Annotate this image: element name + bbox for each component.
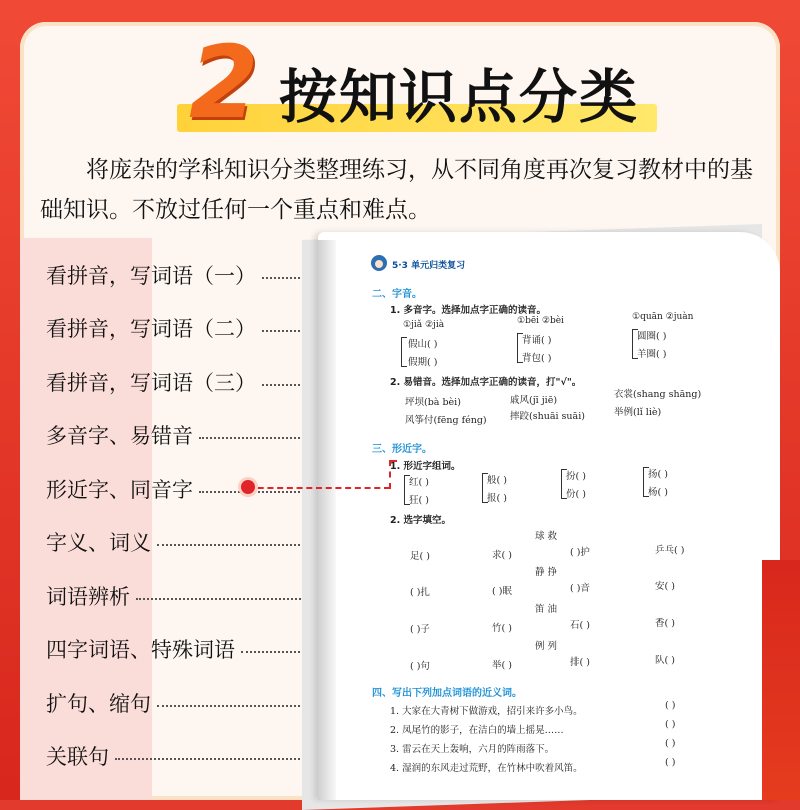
book-question: 2. 易错音。选择加点字正确的读音，打"√"。: [390, 377, 582, 388]
book-word: 报( ): [487, 493, 507, 504]
list-item: [46, 730, 316, 784]
book-sentence: 4. 湿润的东风走过荒野，在竹林中吹着风笛。: [390, 763, 583, 774]
book-choice-pair: 静 挣: [535, 567, 558, 578]
section-number: 2: [189, 24, 259, 141]
dotted-leader: [157, 544, 316, 546]
dotted-leader: [136, 598, 316, 600]
book-word: 背包( ): [522, 353, 552, 364]
answer-blank: ( ): [665, 700, 676, 711]
book-question: 2. 选字填空。: [390, 515, 452, 526]
book-word: 举( ): [492, 660, 512, 671]
frame-edge: [762, 560, 800, 800]
list-item-label: 看拼音，写词语（三）: [46, 370, 256, 395]
book-option: ①quān ②juàn: [632, 312, 694, 322]
book-word: 足( ): [410, 551, 430, 562]
book-word: 杨( ): [648, 487, 668, 498]
book-word: 假期( ): [408, 357, 438, 368]
answer-blank: ( ): [665, 719, 676, 730]
pointer-line: [248, 487, 390, 489]
book-word: 红( ): [409, 477, 429, 488]
book-word: 戚风(jī jiē): [510, 395, 558, 406]
book-sentence: 3. 雷云在天上轰响，六月的阵雨落下。: [390, 744, 555, 755]
list-item: [46, 248, 316, 302]
book-word: ( )扎: [410, 587, 430, 598]
section-heading: 按知识点分类: [279, 63, 640, 131]
list-item-label: 扩句、缩句: [46, 691, 151, 716]
book-word: 般( ): [487, 475, 507, 486]
list-item: [46, 355, 316, 409]
list-item-label: 关联句: [46, 745, 109, 770]
book-sentence: 1. 大家在大青树下做游戏，招引来许多小鸟。: [390, 706, 583, 717]
list-item-label: 多音字、易错音: [46, 424, 193, 449]
book-question: 1. 形近字组词。: [390, 461, 461, 472]
list-item-label: 字义、词义: [46, 531, 151, 556]
list-item-label: 四字词语、特殊词语: [46, 638, 235, 663]
book-section-heading: 三、形近字。: [372, 444, 432, 455]
book-sentence: 2. 凤尾竹的影子，在洁白的墙上摇晃……: [390, 725, 564, 736]
book-choice-pair: 例 列: [535, 641, 558, 652]
book-word: 圆圈( ): [637, 331, 667, 342]
book-word: 假山( ): [408, 339, 438, 350]
dotted-leader: [157, 705, 316, 707]
book-section-heading: 二、字音。: [372, 289, 422, 300]
book-word: 香( ): [655, 618, 675, 629]
book-option: ①bēi ②bèi: [517, 316, 564, 326]
book-word: 求( ): [492, 550, 512, 561]
book-word: 狂( ): [409, 495, 429, 506]
book-section-heading: 四、写出下列加点词语的近义词。: [372, 688, 522, 699]
book-word: ( )子: [410, 624, 430, 635]
book-word: 摔跤(shuāi suāi): [510, 411, 585, 422]
list-item-label: 形近字、同音字: [46, 477, 193, 502]
book-word: 羊圈( ): [637, 349, 667, 360]
book-word: 风筝付(fēng féng): [405, 415, 487, 426]
book-word: ( )句: [410, 661, 430, 672]
pointer-line-end: [389, 460, 397, 462]
book-word: 石( ): [570, 620, 590, 631]
dotted-leader: [199, 437, 316, 439]
book-word: 排( ): [570, 657, 590, 668]
book-word: 队( ): [655, 655, 675, 666]
book-option: ①jiǎ ②jià: [403, 320, 445, 330]
book-word: 衣裳(shang shāng): [614, 389, 702, 400]
book-word: 份( ): [566, 489, 586, 500]
book-choice-pair: 笛 油: [535, 604, 558, 615]
section-title: [175, 24, 655, 141]
list-item-label: 看拼音，写词语（一）: [46, 263, 256, 288]
brace: [401, 337, 407, 367]
book-word: 扮( ): [566, 471, 586, 482]
list-item-label: 词语辨析: [46, 584, 130, 609]
answer-blank: ( ): [665, 738, 676, 749]
book-word: ( )音: [570, 583, 590, 594]
book-word: 背诵( ): [522, 335, 552, 346]
pointer-line-vertical: [389, 460, 391, 489]
book-word: ( )护: [570, 547, 590, 558]
book-spine: [318, 240, 336, 800]
list-item: [46, 676, 316, 730]
dotted-leader: [115, 758, 316, 760]
book-question: 1. 多音字。选择加点字正确的读音。: [390, 305, 547, 316]
list-item: [46, 516, 316, 570]
book-word: 竹( ): [492, 623, 512, 634]
category-list: [46, 248, 316, 783]
answer-blank: ( ): [665, 757, 676, 768]
book-word: 安( ): [655, 581, 675, 592]
book-word: 举例(lǐ liè): [614, 407, 662, 418]
mascot-icon: [371, 255, 387, 271]
list-item: [46, 302, 316, 356]
list-item: [46, 409, 316, 463]
book-word: 扬( ): [648, 469, 668, 480]
book-header: 5·3 单元归类复习: [392, 261, 466, 271]
dotted-leader: [199, 491, 316, 493]
book-word: 坪坝(bà bèi): [405, 397, 461, 408]
pointer-dot-icon: [241, 480, 255, 494]
list-item-label: 看拼音，写词语（二）: [46, 317, 256, 342]
list-item: [46, 623, 316, 677]
book-choice-pair: 球 救: [535, 531, 558, 542]
book-word: 乒乓( ): [655, 545, 685, 556]
book-word: ( )眠: [492, 586, 512, 597]
intro-paragraph: 将庞杂的学科知识分类整理练习，从不同角度再次复习教材中的基础知识。不放过任何一个重点和难点。: [40, 157, 753, 223]
list-item: [46, 569, 316, 623]
